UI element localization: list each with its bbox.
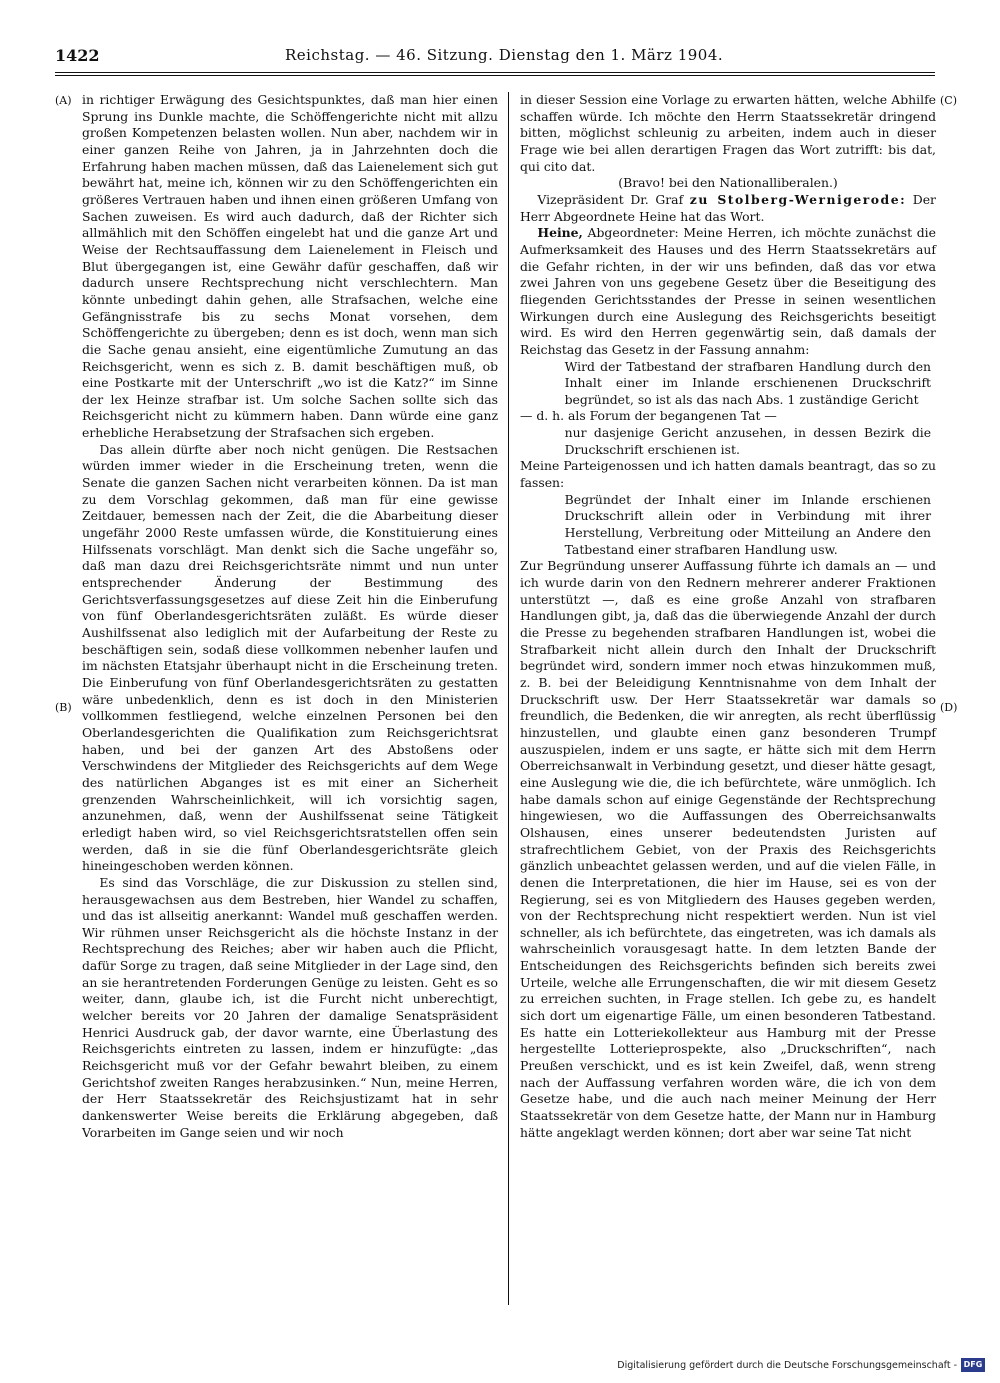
footer-text: Digitalisierung gefördert durch die Deutsche Forschungsgemeinschaft - [617, 1360, 957, 1371]
running-head: Reichstag. — 46. Sitzung. Dienstag den 1. März 1904. [285, 46, 724, 64]
applause-note: (Bravo! bei den Nationalliberalen.) [618, 175, 838, 191]
left-paragraph-1: in richtiger Erwägung des Gesichtspunktes, daß man hier einen Sprung ins Dunkle machte, die Schöffengerichte nicht mit allzu großen Kompetenzen belasten wollen. Nun aber, nachdem wir in einer ganzen Reihe von Jahren, ja in Jahrzehnten doch die Erfahrung haben machen müssen, daß das Laienelement sich gut bewährt hat, meine ich, können wir zu den Schöffengerichten ein größeres Vertrauen haben und ihnen einen größeren Umfang von Sachen zuweisen. Es wird auch dadurch, daß der Richter sich allmählich mit den Schöffen eingelebt hat und die ganze Art und Weise der Rechtsauffassung dem Laienelement in Fleisch und Blut übergegangen ist, eine Gewähr dafür geschaffen, daß wir dadurch unsere Rechtsprechung nicht verschlechtern. Man könnte unbedingt dahin gehen, alle Strafsachen, welche eine Gefängnisstrafe bis zu sechs Monat vorsehen, dem Schöffengerichte zu übergeben; denn es ist doch, wenn man sich die Sache genau ansieht, eine eigentümliche Zumutung an das Reichsgericht, wenn es sich z. B. damit beschäftigen muß, ob eine Postkarte mit der Unterschrift „wo ist die Katz?“ im Sinne der lex Heinze strafbar ist. Um solche Sachen sollte sich das Reichsgericht nicht zu kümmern haben. Dann würde eine ganz erhebliche Herabsetzung der Strafsachen sich ergeben. [82, 92, 498, 441]
margin-marker-d: (D) [940, 701, 958, 714]
vice-president-text: Der Herr Abgeordnete Heine hat das Wort. [520, 191, 936, 224]
left-paragraph-3: Es sind das Vorschläge, die zur Diskussion zu stellen sind, herausgewachsen aus dem Bestreben, hier Wandel zu schaffen, und das ist allseitig anerkannt: Wandel muß geschaffen werden. Wir rühmen unser Reichsgericht als die höchste Instanz in der Rechtsprechung des Reiches; aber wir haben auch die Pflicht, dafür Sorge zu tragen, daß seine Mitglieder in der Lage sind, den an sie herantretenden Forderungen Genüge zu leisten. Geht es so weiter, dann, glaube ich, ist die Furcht nicht unberechtigt, welcher bereits vor 20 Jahren der damalige Senatspräsident Henrici Ausdruck gab, der davor warnte, eine Überlastung des Reichsgerichts eintreten zu lassen, indem er hinzufügte: „das Reichsgericht muß vor der Gefahr bewahrt bleiben, zu einem Gerichtshof zweiten Ranges herabzusinken.“ Nun, meine Herren, der Herr Staatssekretär des Reichsjustizamt hat in sehr dankenswerter Weise bereits die Erklärung abgegeben, daß Vorarbeiten im Gange seien und wir noch [82, 874, 498, 1140]
margin-marker-c: (C) [940, 94, 957, 107]
dfg-logo-icon: DFG [961, 1358, 985, 1372]
right-paragraph-3: Meine Parteigenossen und ich hatten damals beantragt, das so zu fassen: [520, 458, 936, 491]
vice-president-name: zu Stolberg-Wernigerode: [689, 191, 907, 207]
left-paragraph-2: Das allein dürfte aber noch nicht genügen. Die Restsachen würden immer wieder in die Erscheinung treten, wenn die Senate die ganzen Sachen nicht verarbeiten können. Da ist man zu dem Vorschlag gekommen, daß man für eine gewisse Zeitdauer, bemessen nach der Zeit, die die Abarbeitung dieser ungefähr 2000 Reste umfassen würde, die Konstituierung eines Hilfssenats vorschlägt. Man denkt sich die Sache ungefähr so, daß man dazu drei Reichsgerichtsräte nimmt und nun unter entsprechender Änderung der Bestimmung des Gerichtsverfassungsgesetzes auf diese Zeit hin die Einberufung von fünf Oberlandesgerichtsräten zuläßt. Es würde dieser Aushilfssenat also lediglich mit der Aufarbeitung der Reste zu beschäftigen sein, sodaß diese vollkommen nebenher laufen und im nächsten Etatsjahr überhaupt nicht in die Erscheinung treten. Die Einberufung von fünf Oberlandesgerichtsräten zu gestatten wäre unbedenklich, denn es ist doch in den Ministerien vollkommen festliegend, welche einzelnen Personen bei den Oberlandesgerichten die Qualifikation zum Reichsgerichtsrat haben, und bei der ganzen Art des Abstoßens oder Verschwindens der Mitglieder des Reichsgerichts auf dem Wege des natürlichen Abganges ist es mit einer an Sicherheit grenzenden Wahrscheinlichkeit, will ich vorsichtig sagen, anzunehmen, daß, wenn der Aushilfssenat seine Tätigkeit erledigt haben wird, so viel Reichsgerichtsratstellen offen sein werden, daß in sie die fünf Oberlandesgerichtsräte gleich hineingeschoben werden können. [82, 441, 498, 874]
law-quote-interjection: — d. h. als Forum der begangenen Tat — [520, 408, 777, 424]
vice-president-title: Vizepräsident Dr. Graf [537, 191, 684, 207]
header-rule-bottom [55, 75, 935, 76]
footer [545, 1358, 985, 1374]
right-column [520, 92, 936, 1141]
motion-quote: Begründet der Inhalt einer im Inlande erschienen Druckschrift allein oder in Verbindung mit ihrer Herstellung, Verbreitung oder Mitteilung an Andere den Tatbestand einer strafbaren Handlung usw. [564, 491, 932, 557]
vice-president-remark [520, 192, 936, 225]
header-rule-top [55, 72, 935, 73]
law-quote-2: nur dasjenige Gericht anzusehen, in dessen Bezirk die Druckschrift erschienen ist. [564, 425, 932, 457]
right-paragraph-4: Zur Begründung unserer Auffassung führte ich damals an — und ich wurde darin von den Rednern mehrerer anderer Fraktionen unterstützt —, daß es eine große Anzahl von strafbaren Handlungen gibt, ja, daß das die überwiegende Anzahl der durch die Presse zu begehenden strafbaren Handlungen ist, wobei die Strafbarkeit nicht allein durch den Inhalt der Druckschrift begründet wird, sondern immer noch etwas hinzukommen muß, z. B. bei der Beleidigung Kenntnisnahme von dem Inhalt der Druckschrift usw. Der Herr Staatssekretär war damals so freundlich, die Bedenken, die wir anregten, als recht überflüssig hinzustellen, und glaubte einen ganz besonderen Trumpf auszuspielen, indem er uns sagte, er hätte sich mit dem Herrn Oberreichsanwalt in Verbindung gesetzt, und dieser hätte gesagt, eine Auslegung wie die, die ich befürchtete, wäre unmöglich. Ich habe damals schon auf einige Gegenstände der Rechtsprechung hingewiesen, wo die Auffassungen des Oberreichsanwalts Olshausen, eines unserer bedeutendsten Juristen auf strafrechtlichem Gebiet, von der Praxis des Reichsgerichts gänzlich unbeachtet gelassen werden, und auf die vielen Fälle, in denen die Interpretationen, die hier im Hause, sei es von der Regierung, sei es von Mitgliedern des Hauses gegeben werden, von der Rechtsprechung nicht respektiert werden. Nun ist viel schneller, als ich befürchtete, das eingetreten, was ich damals als wahrscheinlich vorausgesagt hatte. In dem letzten Bande der Entscheidungen des Reichsgerichts befinden sich bereits zwei Urteile, welche alle Errungenschaften, die wir mit diesem Gesetz zu erreichen suchten, in Frage stellen. Ich gebe zu, es handelt sich dort um eigenartige Fälle, um einen besonderen Tatbestand. Es hatte ein Lotteriekollekteur aus Hamburg mit der Presse hergestellte Lotterieprospekte, also „Druckschriften“, nach Preußen verschickt, und es ist kein Zweifel, daß, wenn streng nach der Auffassung verfahren worden wäre, die ich von dem Gesetze habe, und die auch nach meiner Meinung der Herr Staatssekretär von dem Gesetze hatte, der Mann nur in Hamburg hätte angeklagt werden können; dort aber war seine Tat nicht [520, 558, 936, 1140]
speaker-role: Abgeordneter: [587, 225, 679, 241]
column-divider [508, 92, 509, 1305]
speaker-name: Heine, [537, 225, 583, 241]
law-quote-1: Wird der Tatbestand der strafbaren Handlung durch den Inhalt einer im Inlande erschienenen Druckschrift begründet, so ist als das nach Abs. 1 zuständige Gericht [564, 358, 932, 407]
speech-heine [520, 225, 936, 358]
page-header [55, 46, 935, 70]
margin-marker-a: (A) [55, 94, 72, 107]
right-paragraph-1: in dieser Session eine Vorlage zu erwarten hätten, welche Abhilfe schaffen würde. Ich möchte den Herrn Staatssekretär dringend bitten, möglichst schleunig zu arbeiten, indem auch in dieser Frage wie bei allen derartigen Fragen das Wort zutrifft: bis dat, qui cito dat. [520, 92, 936, 174]
left-column [82, 92, 498, 1141]
speech-intro: Meine Herren, ich möchte zunächst die Aufmerksamkeit des Hauses und des Herrn Staatssekretärs auf die Gefahr richten, in der wir uns befinden, daß das vor etwa zwei Jahren von uns gegebene Gesetz über die Beseitigung des fliegenden Gerichtsstandes der Presse in seinen wesentlichen Wirkungen durch eine Auslegung des Reichsgerichts beseitigt wird. Es wird den Herren gegenwärtig sein, daß damals der Reichstag das Gesetz in der Fassung annahm: [520, 225, 936, 357]
margin-marker-b: (B) [55, 701, 72, 714]
page-number: 1422 [55, 46, 100, 65]
